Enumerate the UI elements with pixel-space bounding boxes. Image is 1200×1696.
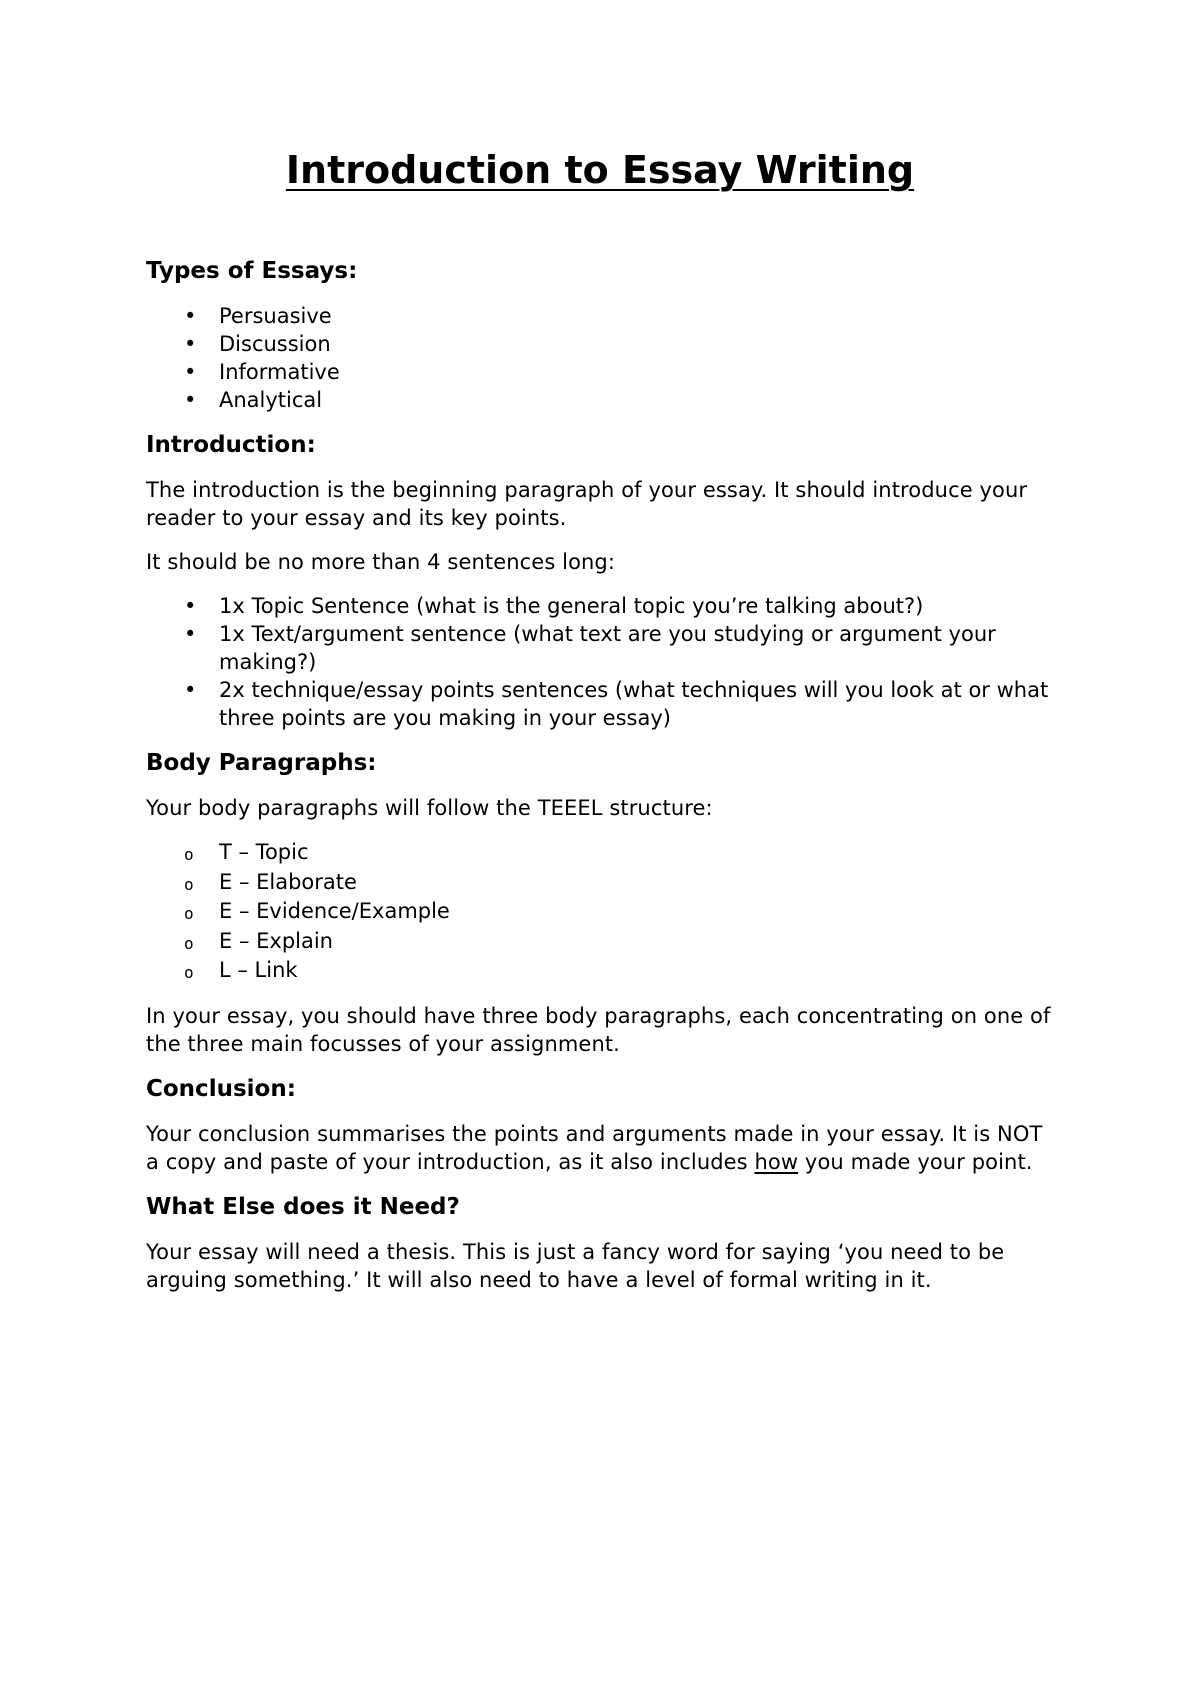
list-item: o L – Link xyxy=(146,956,1054,986)
section-heading-conclusion: Conclusion: xyxy=(146,1075,296,1102)
bullet-icon: • xyxy=(184,360,197,384)
list-item: • Analytical xyxy=(184,388,323,412)
list-item: • 2x technique/essay points sentences (what techniques will you look at or what three points are you making in your essay) xyxy=(184,678,1049,730)
circle-bullet-icon: o xyxy=(184,904,194,923)
list-item: o T – Topic xyxy=(146,838,1054,868)
body-structure-intro: Your body paragraphs will follow the TEEEL structure: xyxy=(146,796,713,820)
page-title: Introduction to Essay Writing xyxy=(285,148,915,192)
section-conclusion xyxy=(146,1074,1054,1176)
section-what-else xyxy=(146,1192,1054,1294)
list-item: • 1x Text/argument sentence (what text are you studying or argument your making?) xyxy=(184,622,996,674)
section-introduction xyxy=(146,430,1054,732)
teeel-list xyxy=(146,838,1054,986)
what-else-paragraph: Your essay will need a thesis. This is just a fancy word for saying ‘you need to be arguing something.’ It will also need to have a level of formal writing in it. xyxy=(146,1239,1005,1292)
bullet-icon: • xyxy=(184,678,197,702)
body-paragraph-note: In your essay, you should have three body paragraphs, each concentrating on one of the three main focusses of your assignment. xyxy=(146,1003,1051,1056)
bullet-icon: • xyxy=(184,388,197,412)
introduction-paragraph: The introduction is the beginning paragraph of your essay. It should introduce your reader to your essay and its key points. xyxy=(146,478,1028,530)
section-heading-body: Body Paragraphs: xyxy=(146,750,377,776)
introduction-sentences-list xyxy=(146,592,1054,732)
conclusion-paragraph: Your conclusion summarises the points and arguments made in your essay. It is NOT a copy and paste of your introduction, as it also includes how you made your point. xyxy=(146,1121,1043,1174)
list-item: • Informative xyxy=(184,360,340,384)
list-item: • Discussion xyxy=(184,332,331,356)
bullet-icon: • xyxy=(184,594,197,618)
types-list xyxy=(146,302,1054,414)
list-item: • Persuasive xyxy=(184,304,332,328)
list-item: • 1x Topic Sentence (what is the general topic you’re talking about?) xyxy=(184,594,924,618)
circle-bullet-icon: o xyxy=(184,845,194,864)
circle-bullet-icon: o xyxy=(184,933,194,953)
bullet-icon: • xyxy=(184,332,197,356)
section-body-paragraphs xyxy=(146,748,1054,1058)
section-heading-what-else: What Else does it Need? xyxy=(146,1193,460,1220)
introduction-length-note: It should be no more than 4 sentences long: xyxy=(146,550,616,574)
bullet-icon: • xyxy=(184,304,197,328)
emphasis-how: how xyxy=(754,1149,799,1174)
bullet-icon: • xyxy=(184,622,197,646)
section-heading-types: Types of Essays: xyxy=(146,258,358,284)
list-item: o E – Explain xyxy=(146,927,1054,957)
section-heading-introduction: Introduction: xyxy=(146,432,316,458)
list-item: o E – Evidence/Example xyxy=(146,897,1054,927)
circle-bullet-icon: o xyxy=(184,963,194,982)
list-item: o E – Elaborate xyxy=(146,868,1054,898)
circle-bullet-icon: o xyxy=(184,874,194,894)
section-types xyxy=(146,256,1054,414)
